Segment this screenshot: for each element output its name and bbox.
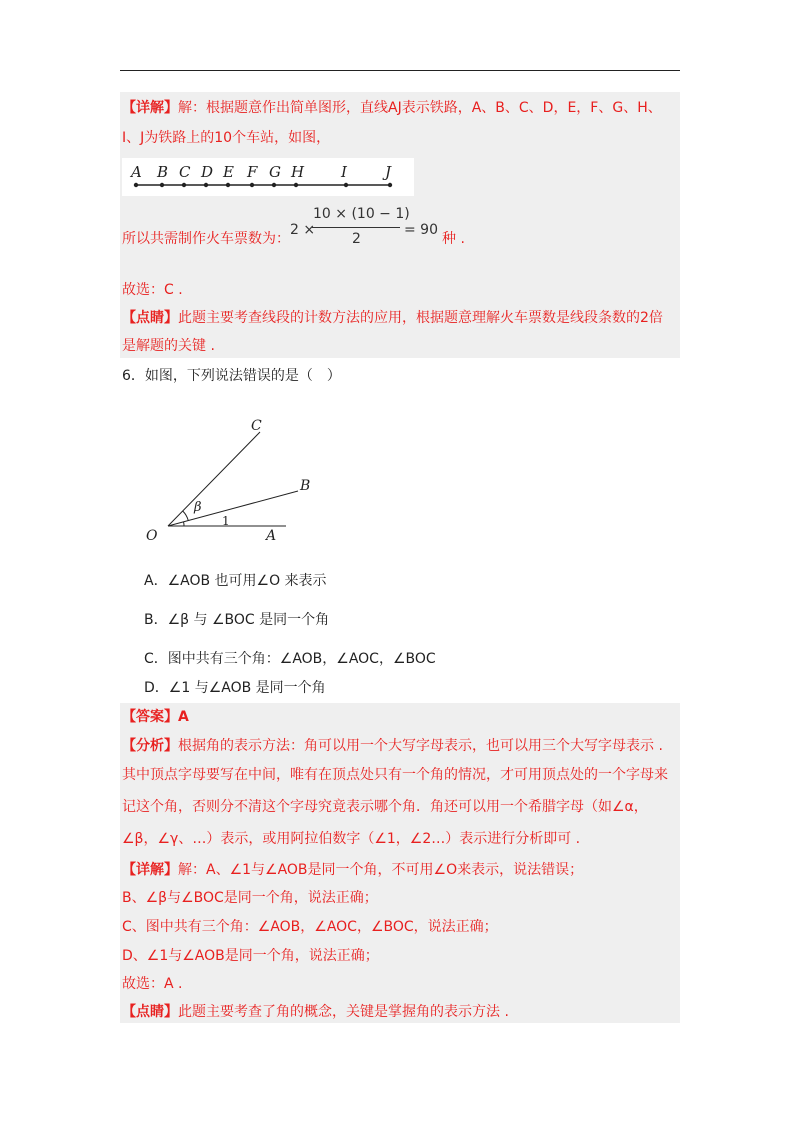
station-label-d: D [201, 163, 214, 181]
station-dot-h [294, 183, 298, 187]
formula-bar [312, 227, 400, 228]
q6-option-c: C．图中共有三个角：∠AOB，∠AOC，∠BOC [144, 651, 436, 667]
station-label-h: H [291, 163, 305, 181]
q6-detail-tag: 【详解】 [122, 862, 178, 878]
station-dot-i [344, 183, 348, 187]
q6-analysis-line1: 【分析】根据角的表示方法：角可以用一个大写字母表示，也可以用三个大写字母表示 . [122, 738, 663, 754]
q6-detail-line2: B、∠β与∠BOC是同一个角，说法正确； [122, 890, 378, 906]
q6-choice: 故选：A . [122, 976, 183, 992]
station-dot-a [134, 183, 138, 187]
label-a: A [266, 528, 277, 544]
ray-oc [168, 432, 260, 526]
formula-numerator: 10 × (10 − 1) [313, 206, 410, 222]
station-dot-d [204, 183, 208, 187]
q6-option-a: A．∠AOB 也可用∠O 来表示 [144, 573, 327, 589]
q5-detail-line2: I、J为铁路上的10个车站，如图， [122, 130, 331, 146]
label-one: 1 [222, 514, 230, 528]
q6-comment-tag: 【点睛】 [122, 1004, 178, 1020]
q5-comment-line1: 【点睛】此题主要考查线段的计数方法的应用，根据题意理解火车票数是线段条数的2倍 [122, 310, 663, 326]
railway-stations-figure [122, 158, 414, 196]
header-rule [120, 70, 680, 71]
station-dot-e [226, 183, 230, 187]
angle-arc-inner [184, 522, 185, 526]
station-label-b: B [157, 163, 169, 181]
q6-analysis-line4: ∠β，∠γ、…）表示，或用阿拉伯数字（∠1，∠2…）表示进行分析即可 . [122, 831, 581, 847]
label-c: C [251, 418, 262, 434]
q6-detail-line3: C、图中共有三个角：∠AOB，∠AOC，∠BOC，说法正确； [122, 919, 498, 935]
q6-detail-line1: 【详解】解：A、∠1与∠AOB是同一个角，不可用∠O来表示，说法错误； [122, 862, 584, 878]
formula-lead: 2 × [290, 222, 316, 238]
label-o: O [146, 528, 158, 544]
q6-detail-line4: D、∠1与∠AOB是同一个角，说法正确； [122, 948, 379, 964]
station-dot-b [160, 183, 164, 187]
q5-choice: 故选：C . [122, 282, 183, 298]
label-b: B [300, 478, 311, 494]
formula-denominator: 2 [352, 231, 361, 247]
q5-comment-tag: 【点睛】 [122, 310, 178, 326]
q6-answer: 【答案】A [122, 709, 189, 725]
station-label-e: E [223, 163, 234, 181]
station-dot-f [250, 183, 254, 187]
q5-conclusion-prefix: 所以共需制作火车票数为： [122, 231, 290, 247]
station-label-g: G [269, 163, 281, 181]
label-beta: β [194, 500, 202, 515]
q6-comment-line1: 【点睛】此题主要考查了角的概念，关键是掌握角的表示方法 . [122, 1004, 509, 1020]
angle-figure [140, 412, 330, 544]
q5-detail-tag: 【详解】 [122, 100, 178, 116]
q5-detail-line1: 【详解】解：根据题意作出简单图形，直线AJ表示铁路，A、B、C、D，E，F、G、H、 [122, 100, 662, 116]
station-label-a: A [131, 163, 142, 181]
station-label-f: F [247, 163, 258, 181]
angle-arc-outer [183, 511, 189, 521]
ray-ob [168, 491, 298, 526]
q6-option-d: D．∠1 与∠AOB 是同一个角 [144, 680, 326, 696]
q6-stem: 6．如图，下列说法错误的是（ ） [122, 368, 341, 384]
q5-conclusion-suffix: 种 . [442, 231, 465, 247]
station-label-c: C [179, 163, 191, 181]
q6-analysis-line3: 记这个角，否则分不清这个字母究竟表示哪个角．角还可以用一个希腊字母（如∠α， [122, 799, 648, 815]
station-dot-g [272, 183, 276, 187]
formula-result: = 90 [404, 222, 438, 238]
q6-analysis-tag: 【分析】 [122, 738, 178, 754]
q6-analysis-line2: 其中顶点字母要写在中间，唯有在顶点处只有一个角的情况，才可用顶点处的一个字母来 [122, 767, 668, 783]
station-label-j: J [385, 163, 392, 181]
station-dot-c [182, 183, 186, 187]
q6-option-b: B．∠β 与 ∠BOC 是同一个角 [144, 612, 330, 628]
q5-comment-line2: 是解题的关键 . [122, 338, 215, 354]
station-dot-j [388, 183, 392, 187]
station-label-i: I [341, 163, 347, 181]
